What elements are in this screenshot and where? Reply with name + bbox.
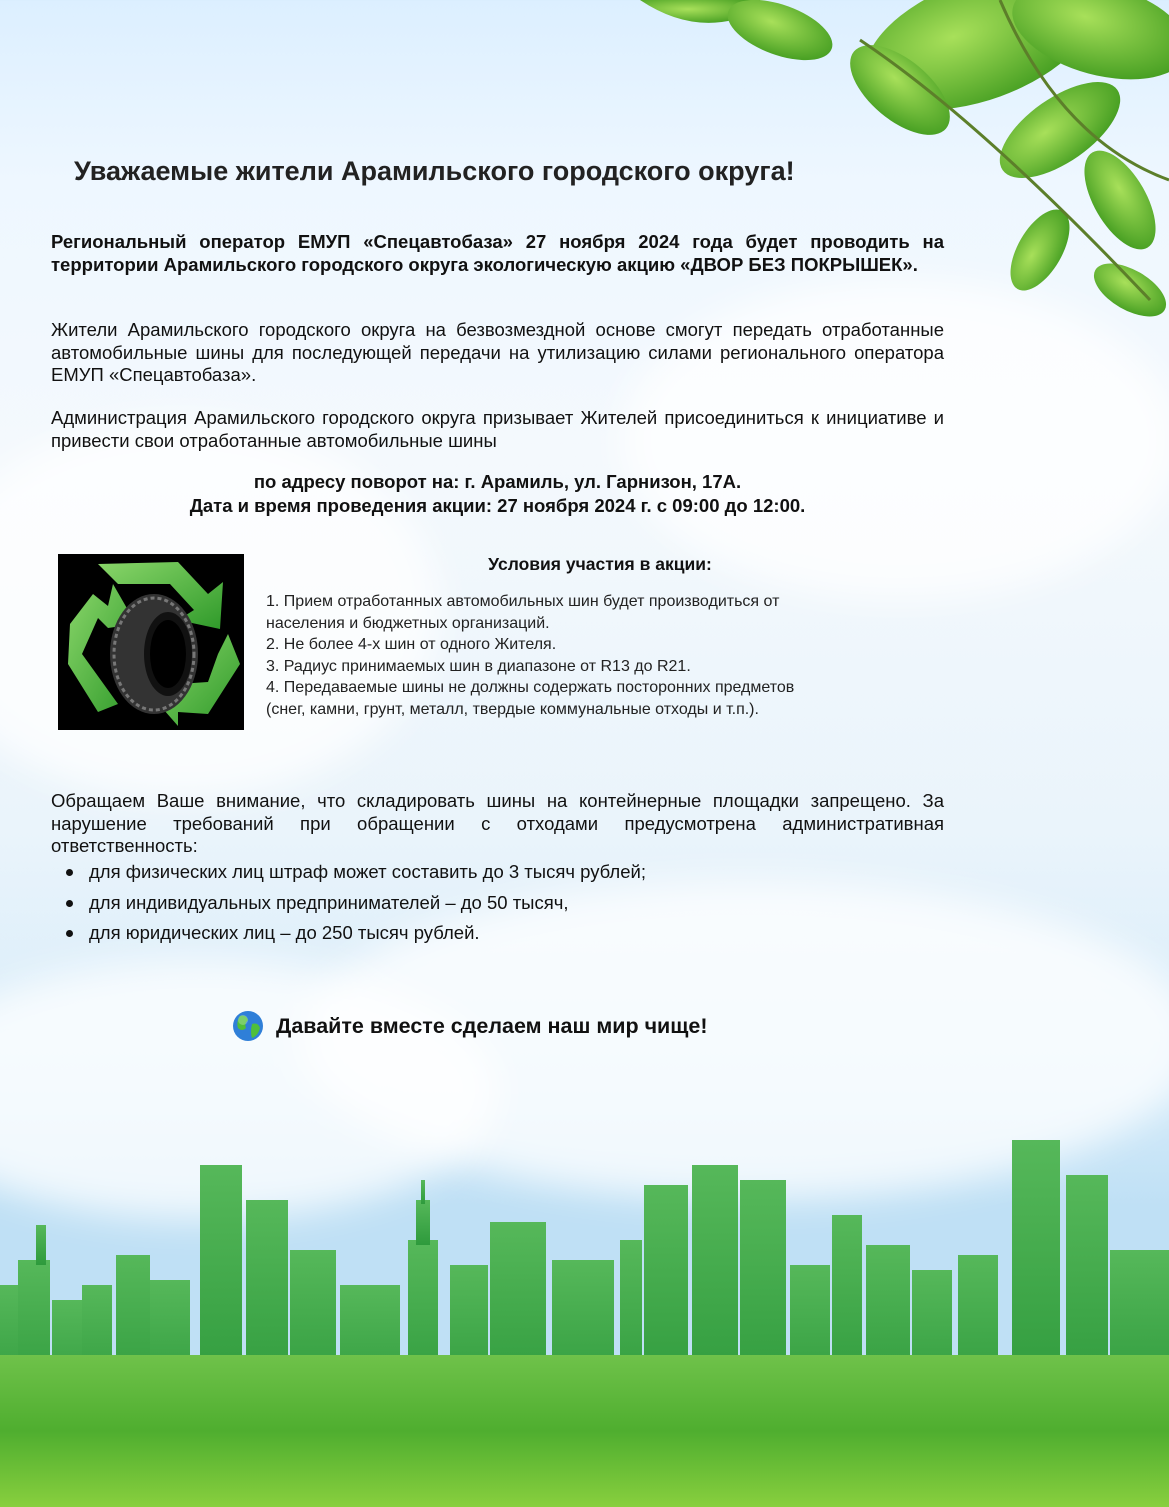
date-line: Дата и время проведения акции: 27 ноября 2024 г. с 09:00 до 12:00. [189,495,806,516]
list-item: для физических лиц штраф может составить до 3 тысяч рублей; [62,861,646,884]
intro-paragraph: Региональный оператор ЕМУП «Спецавтобаза» 27 ноября 2024 года будет проводить на территории Арамильского городского округа экологическую акцию «ДВОР БЕЗ ПОКРЫШЕК». [51,231,944,275]
list-item: населения и бюджетных организаций. [266,614,550,632]
list-item: 3. Радиус принимаемых шин в диапазоне от R13 до R21. [266,657,691,675]
slogan-text: Давайте вместе сделаем наш мир чище! [276,1013,708,1038]
slogan [232,1010,708,1042]
list-item: 4. Передаваемые шины не должны содержать посторонних предметов [266,679,795,696]
list-item: для юридических лиц – до 250 тысяч рублей. [62,922,646,945]
notice-paragraph: Обращаем Ваше внимание, что складировать шины на контейнерные площадки запрещено. За нарушение требований при обращении с отходами предусмотрена административная ответственность: [51,790,944,856]
list-item: для индивидуальных предпринимателей – до 50 тысяч, [62,892,646,915]
paragraph-administration: Администрация Арамильского городского округа призывает Жителей присоединиться к инициативе и привести свои отработанные автомобильные шины [51,407,944,451]
fines-list [62,861,646,953]
list-item: (снег, камни, грунт, металл, твердые коммунальные отходы и т.п.). [266,700,759,718]
list-item: 1. Прием отработанных автомобильных шин будет производиться от [266,593,780,610]
conditions-list [266,591,966,720]
recycle-tire-image [58,554,244,730]
address-line: по адресу поворот на: г. Арамиль, ул. Гарнизон, 17А. [253,471,742,492]
list-item: 2. Не более 4-х шин от одного Жителя. [266,636,557,653]
paragraph-residents: Жители Арамильского городского округа на безвозмездной основе смогут передать отработанные автомобильные шины для последующей передачи на утилизацию силами регионального оператора ЕМУП «Спецавтобаза». [51,319,944,385]
globe-icon [232,1010,264,1042]
page-title: Уважаемые жители Арамильского городского округа! [74,156,795,186]
recycle-tire-icon [58,554,244,730]
conditions-title: Условия участия в акции: [488,554,712,574]
